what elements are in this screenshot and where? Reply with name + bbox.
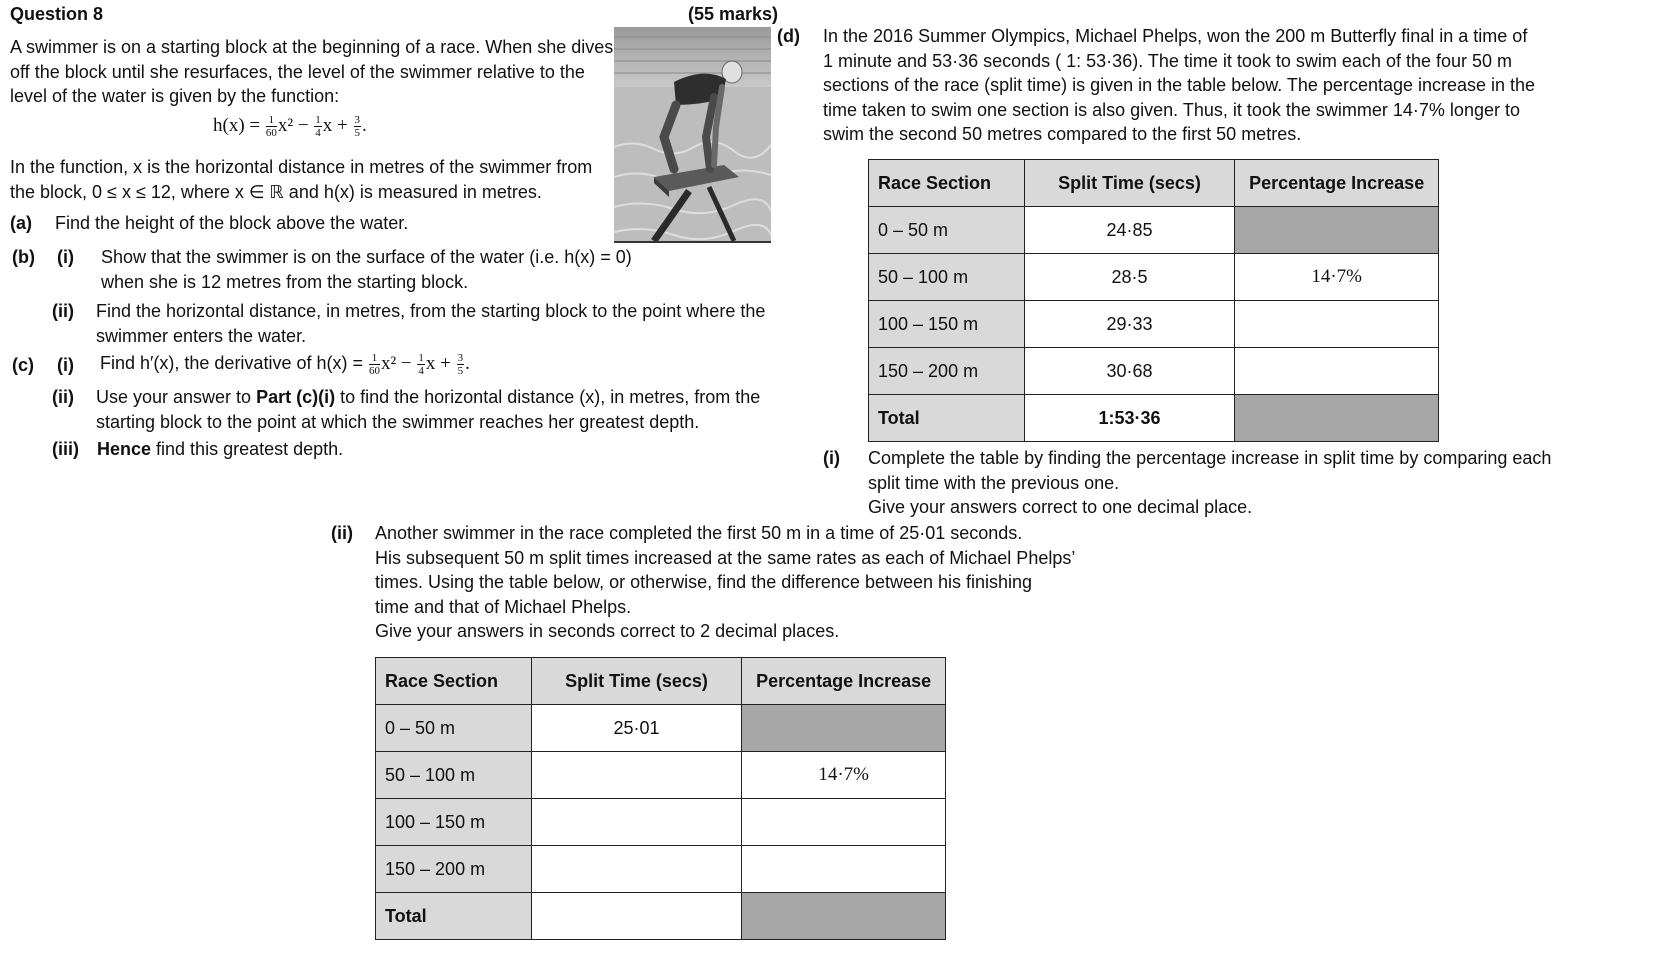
header-split-time: Split Time (secs)	[1024, 160, 1235, 207]
split-time-cell: 28·5	[1024, 254, 1235, 301]
percentage-cell: 14·7%	[742, 752, 946, 799]
part-d-ii-text: Another swimmer in the race completed the first 50 m in a time of 25·01 seconds. His subsequent 50 m split times increased at the same rates as each of Michael Phelps’ times. Using the table below, or otherwise, find the difference between his finishing time and that of Michael Phelps. Give your answers in seconds correct to 2 decimal places.	[375, 523, 1076, 641]
percentage-cell	[1235, 207, 1439, 254]
part-b-i-label: (i)	[57, 247, 74, 267]
part-b-i-text: Show that the swimmer is on the surface of the water (i.e. h(x) = 0) when she is 12 metres from the starting block.	[101, 247, 632, 292]
header-split-time: Split Time (secs)	[531, 658, 742, 705]
part-c-iii-text: Hence find this greatest depth.	[97, 439, 344, 459]
split-time-cell	[531, 846, 742, 893]
table-header-row	[376, 658, 946, 705]
question-title: Question 8	[10, 4, 104, 24]
table-header-row	[869, 160, 1439, 207]
percentage-cell	[1235, 395, 1439, 442]
percentage-cell	[1235, 301, 1439, 348]
part-c-i-text: Find h′(x), the derivative of h(x) = $\frac{1}{60}$ x² − $\frac{1}{4}$ x + $\frac{3}{5}$ .	[100, 352, 470, 378]
split-time-cell	[531, 752, 742, 799]
part-d-i-label: (i)	[823, 448, 840, 468]
race-section-cell: 150 – 200 m	[376, 846, 532, 893]
table-row	[869, 348, 1439, 395]
percentage-cell	[742, 799, 946, 846]
split-time-cell: 1:53·36	[1024, 395, 1235, 442]
part-b-ii-text: Find the horizontal distance, in metres, from the starting block to the point where the swimmer enters the water.	[96, 301, 766, 346]
race-section-cell: 0 – 50 m	[376, 705, 532, 752]
table-row	[376, 846, 946, 893]
split-time-cell	[531, 893, 742, 940]
part-d-label: (d)	[777, 26, 800, 46]
part-c-ii-text: Use your answer to Part (c)(i) to find the horizontal distance (x), in metres, from the starting block to the point at which the swimmer reaches her greatest depth.	[96, 387, 761, 432]
percentage-cell	[742, 846, 946, 893]
table-row-total	[869, 395, 1439, 442]
part-c-ii-label: (ii)	[52, 387, 74, 407]
part-c-label: (c)	[12, 355, 34, 375]
part-d-ii-label: (ii)	[331, 523, 353, 543]
race-section-cell: 50 – 100 m	[869, 254, 1025, 301]
race-section-cell: 150 – 200 m	[869, 348, 1025, 395]
table-row-total	[376, 893, 946, 940]
part-b-label: (b)	[12, 247, 35, 267]
table-row	[869, 254, 1439, 301]
table-row	[376, 752, 946, 799]
header-percentage: Percentage Increase	[742, 658, 946, 705]
table-row	[376, 705, 946, 752]
split-times-table	[868, 159, 1439, 442]
header-percentage: Percentage Increase	[1235, 160, 1439, 207]
part-d-i-text: Complete the table by finding the percentage increase in split time by comparing each split time with the previous one. Give your answers correct to one decimal place.	[868, 448, 1552, 517]
part-a-label: (a)	[10, 213, 32, 233]
percentage-cell	[742, 893, 946, 940]
percentage-cell	[1235, 348, 1439, 395]
percentage-cell: 14·7%	[1235, 254, 1439, 301]
part-c-iii-label: (iii)	[52, 439, 79, 459]
marks-label: (55 marks)	[688, 4, 779, 24]
header-race-section: Race Section	[869, 160, 1025, 207]
part-a-text: Find the height of the block above the water.	[55, 213, 409, 233]
header-race-section: Race Section	[376, 658, 532, 705]
swimmer-photo	[614, 27, 771, 243]
part-d-text: In the 2016 Summer Olympics, Michael Phelps, won the 200 m Butterfly final in a time of 1 minute and 53·36 seconds ( 1: 53·36). The time it took to swim each of the four 50 m sections of the race (split time) is given in the table below. The percentage increase in the time taken to swim one section is also given. Thus, it took the swimmer 14·7% longer to swim the second 50 metres compared to the first 50 metres.	[823, 26, 1536, 144]
race-section-cell: 0 – 50 m	[869, 207, 1025, 254]
split-time-cell: 30·68	[1024, 348, 1235, 395]
split-time-cell: 29·33	[1024, 301, 1235, 348]
second-swimmer-table	[375, 657, 946, 940]
domain-paragraph: In the function, x is the horizontal distance in metres of the swimmer from the block, 0 ≤ x ≤ 12, where x ∈ ℝ and h(x) is measured in metres.	[10, 157, 593, 202]
percentage-cell	[742, 705, 946, 752]
part-c-i-label: (i)	[57, 355, 74, 375]
race-section-cell: 100 – 150 m	[376, 799, 532, 846]
race-section-cell: 50 – 100 m	[376, 752, 532, 799]
split-time-cell: 24·85	[1024, 207, 1235, 254]
race-section-cell: Total	[869, 395, 1025, 442]
table-row	[869, 207, 1439, 254]
intro-paragraph: A swimmer is on a starting block at the beginning of a race. When she dives off the block until she resurfaces, the level of the swimmer relative to the level of the water is given by the function:	[10, 37, 614, 106]
race-section-cell: 100 – 150 m	[869, 301, 1025, 348]
part-b-ii-label: (ii)	[52, 301, 74, 321]
table-row	[376, 799, 946, 846]
function-formula: h(x) = $\frac{1}{60}$ x² − $\frac{1}{4}$ x + $\frac{3}{5}$ .	[213, 114, 367, 140]
split-time-cell	[531, 799, 742, 846]
split-time-cell: 25·01	[531, 705, 742, 752]
race-section-cell: Total	[376, 893, 532, 940]
table-row	[869, 301, 1439, 348]
